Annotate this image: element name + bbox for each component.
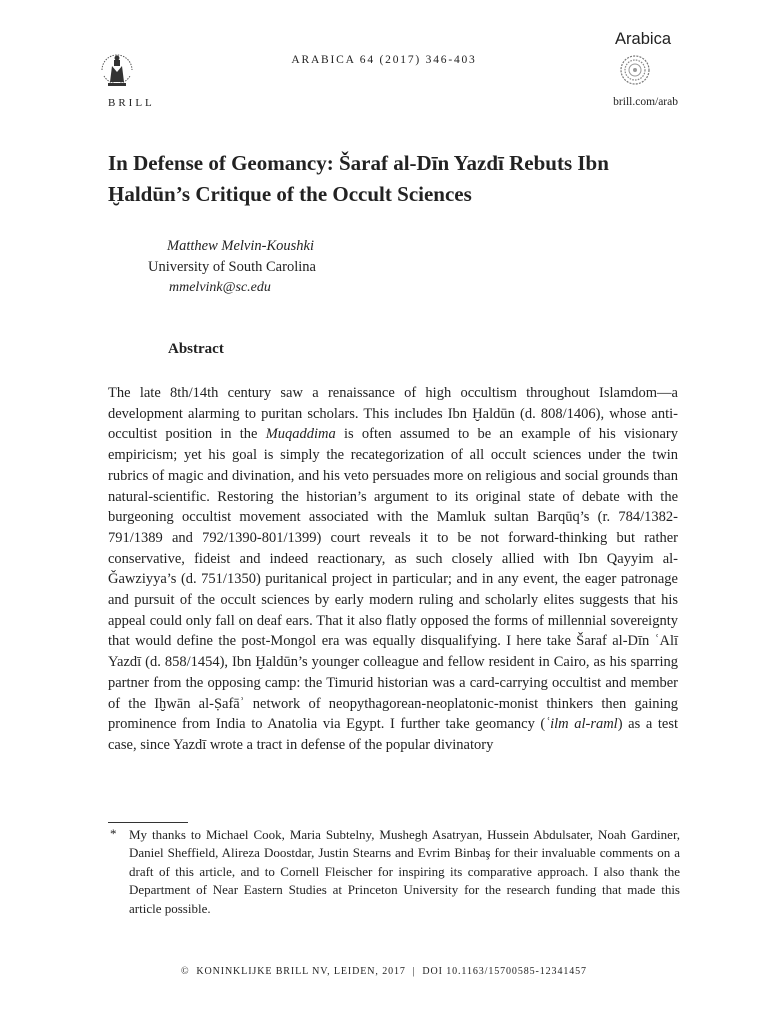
copyright-text: KONINKLIJKE BRILL NV, LEIDEN, 2017 (196, 966, 406, 977)
footnote-text: My thanks to Michael Cook, Maria Subtelny, Mushegh Asatryan, Hussein Abdulsater, Noah Gardiner, Daniel Sheffield, Alireza Doostdar, Justin Stearns and Evrim Binbaş for their invaluable comments on a draft of this article, and to Cornell Fleischer for inspiring its comparative approach. I also thank the Department of Near Eastern Studies at Princeton University for the research funding that made this article possible. (129, 827, 680, 916)
abstract-text-part-3: ) as a test case, since Yazdī wrote a tract in defense of the popular divinatory (108, 716, 678, 753)
article-title: In Defense of Geomancy: Šaraf al-Dīn Yazdī Rebuts Ibn Ḫaldūn’s Critique of the Occult Sciences (108, 151, 609, 206)
abstract-text-part-2: is often assumed to be an example of his visionary empiricism; yet his goal is simply the recategorization of all occult sciences under the twin rubrics of magic and divination, and his veto persuades more on religious and social grounds than natural-scientific. Restoring the historian’s argument to its original state of debate with the burgeoning occultist movement associated with the Mamluk sultan Barqūq’s (r. 784/1382-791/1389 and 792/1390-801/1399) court reveals it to be not forward-thinking but rather conservative, fideist and indeed reactionary, as such closely allied with Ibn Qayyim al-Ǧawziyya’s (d. 751/1350) puritanical project in particular; and in any event, the eager patronage and pursuit of the occult sciences by early modern ruling and scholarly elites suggests that his appeal could only fall on deaf ears. That it also flatly opposed the forms of millennial sovereignty that would define the post-Mongol era was equally disqualifying. I here take Šaraf al-Dīn ʿAlī Yazdī (d. 858/1454), Ibn Ḫaldūn’s younger colleague and fellow resident in Cairo, as his sparring partner from the opposing camp: the Timurid historian was a card-carrying occultist and member of the Iḫwān al-Ṣafāʾ network of neopythagorean-neoplatonic-monist thinkers then gaining prominence from India to Anatolia via Egypt. I further take geomancy ( (108, 426, 678, 733)
abstract-body (108, 383, 678, 756)
author-affiliation: University of South Carolina (148, 259, 316, 275)
arabica-emblem-icon (619, 54, 651, 86)
abstract-italic-ilm-al-raml: ʿilm al-raml (545, 716, 618, 733)
copyright-doi-line (0, 966, 768, 977)
footnote-marker: * (110, 826, 117, 841)
author-email[interactable]: mmelvink@sc.edu (169, 280, 271, 295)
publisher-name: BRILL (108, 97, 155, 109)
footer-separator: | (412, 966, 416, 977)
abstract-heading: Abstract (168, 341, 224, 357)
abstract-text-part-1: The late 8th/14th century saw a renaissance of high occultism throughout Islamdom—a development alarming to puritan scholars. This includes Ibn Ḫaldūn (d. 808/1406), whose anti-occultist position in the (108, 385, 678, 443)
journal-url[interactable]: brill.com/arab (613, 96, 678, 108)
doi-text[interactable]: DOI 10.1163/15700585-12341457 (422, 966, 587, 977)
abstract-italic-muqaddima: Muqaddima (265, 426, 336, 443)
journal-name: Arabica (615, 30, 671, 48)
footnote-rule (108, 822, 188, 823)
copyright-symbol: © (181, 966, 190, 977)
author-name: Matthew Melvin-Koushki (167, 238, 314, 254)
journal-reference: ARABICA 64 (2017) 346-403 (291, 54, 477, 66)
